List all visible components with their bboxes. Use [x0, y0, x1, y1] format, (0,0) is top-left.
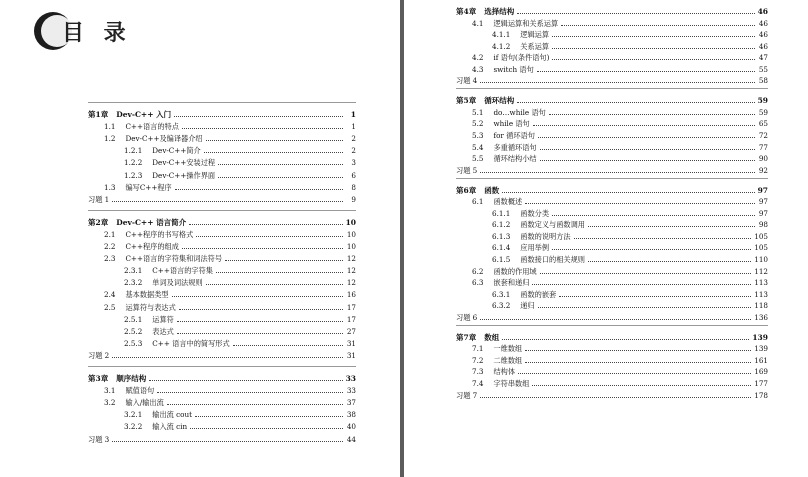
entry-title: 习题 5: [456, 165, 478, 175]
dot-leader: [552, 48, 755, 49]
entry-number: 第2章: [88, 217, 109, 227]
page-number: 139: [754, 344, 768, 354]
dot-leader: [172, 296, 343, 297]
entry-number: 2.1: [104, 229, 116, 239]
page-title: 目 录: [62, 21, 132, 46]
entry-number: 5.3: [472, 131, 484, 140]
toc-entry[interactable]: [124, 313, 356, 325]
entry-number: 6.1.1: [492, 208, 511, 218]
page-number: 12: [346, 266, 356, 276]
entry-number: 6.1.4: [492, 243, 511, 253]
entry-number: 2.3.1: [124, 266, 143, 276]
chapter-divider: [456, 325, 768, 326]
entry-title: C++ 语言中的简写形式: [152, 338, 230, 348]
chapter-entry[interactable]: [456, 94, 768, 106]
entry-number: 2.2: [104, 242, 116, 251]
exercise-entry[interactable]: [456, 74, 768, 86]
dot-leader: [112, 441, 343, 442]
entry-title: 递归: [520, 301, 535, 311]
dot-leader: [538, 307, 752, 308]
page-number: 31: [346, 338, 356, 348]
toc-entry[interactable]: [104, 181, 356, 193]
toc-entry[interactable]: [472, 195, 768, 207]
toc-entry[interactable]: [104, 301, 356, 313]
toc-entry[interactable]: [104, 132, 356, 144]
dot-leader: [218, 177, 343, 178]
toc-entry[interactable]: [472, 265, 768, 277]
entry-number: 2.5.3: [124, 338, 143, 348]
dot-leader: [552, 59, 755, 60]
dot-leader: [540, 273, 752, 274]
entry-title: 赋值语句: [125, 386, 155, 396]
toc-entry[interactable]: [124, 156, 356, 168]
page-number: 139: [752, 332, 768, 342]
page-number: 17: [346, 302, 356, 312]
entry-number: 3.1: [104, 386, 116, 396]
dot-leader: [552, 249, 751, 250]
dot-leader: [167, 404, 343, 405]
toc-entry[interactable]: [472, 106, 768, 118]
toc-entry[interactable]: [492, 28, 768, 40]
toc-entry[interactable]: [104, 240, 356, 252]
dot-leader: [216, 272, 343, 273]
entry-title: 函数分类: [520, 208, 550, 218]
entry-title: 习题 6: [456, 312, 478, 322]
toc-entry[interactable]: [104, 396, 356, 408]
page-number: 33: [346, 386, 356, 396]
entry-title: 嵌套和递归: [493, 278, 530, 288]
toc-entry[interactable]: [492, 288, 768, 300]
dot-leader: [480, 82, 755, 83]
chapter-divider: [88, 366, 356, 367]
entry-title: 运算符与表达式: [125, 302, 176, 312]
exercise-entry[interactable]: [88, 433, 356, 445]
dot-leader: [480, 172, 755, 173]
dot-leader: [588, 226, 755, 227]
toc-entry[interactable]: [124, 169, 356, 181]
page-number: 46: [758, 30, 768, 40]
page-number: 10: [345, 217, 356, 227]
entry-number: 1.3: [104, 182, 116, 192]
page-number: 97: [757, 185, 768, 195]
toc-entry[interactable]: [472, 129, 768, 141]
entry-number: 第4章: [456, 7, 477, 16]
toc-entry[interactable]: [124, 325, 356, 337]
dot-leader: [502, 192, 754, 193]
dot-leader: [532, 284, 751, 285]
dot-leader: [502, 339, 749, 340]
page-number: 10: [346, 242, 356, 251]
toc-entry[interactable]: [124, 337, 356, 349]
page-number: 33: [345, 374, 356, 383]
dot-leader: [561, 25, 755, 26]
toc-entry[interactable]: [472, 117, 768, 129]
entry-number: 4.2: [472, 53, 484, 63]
entry-number: 6.3.1: [492, 289, 511, 299]
dot-leader: [149, 380, 342, 381]
toc-entry[interactable]: [124, 264, 356, 276]
entry-title: 循环结构小结: [493, 154, 537, 164]
chapter-entry[interactable]: [456, 331, 768, 343]
page-number: 58: [758, 76, 768, 86]
dot-leader: [537, 71, 755, 72]
entry-title: 函数: [484, 185, 500, 195]
entry-number: 5.2: [472, 119, 484, 129]
toc-entry[interactable]: [124, 144, 356, 156]
entry-title: for 循环语句: [493, 131, 535, 140]
dot-leader: [206, 284, 343, 285]
page-number: 46: [757, 7, 768, 16]
dot-leader: [525, 350, 751, 351]
toc-entry[interactable]: [472, 354, 768, 366]
dot-leader: [189, 224, 342, 225]
entry-title: 习题 4: [456, 76, 478, 86]
toc-entry[interactable]: [492, 241, 768, 253]
toc-entry[interactable]: [472, 141, 768, 153]
entry-title: 编写C++程序: [125, 182, 172, 192]
entry-number: 4.3: [472, 64, 484, 74]
dot-leader: [182, 128, 343, 129]
toc-entry[interactable]: [472, 342, 768, 354]
dot-leader: [480, 397, 751, 398]
page-number: 59: [758, 107, 768, 117]
page-number: 98: [758, 220, 768, 230]
entry-title: 字符串数组: [493, 379, 530, 388]
dot-leader: [552, 36, 755, 37]
dot-leader: [517, 13, 754, 14]
entry-title: 习题 2: [88, 350, 110, 360]
entry-title: 表达式: [152, 326, 174, 336]
dot-leader: [206, 140, 343, 141]
entry-title: Dev-C++安装过程: [152, 158, 216, 168]
entry-number: 6.1.2: [492, 220, 511, 230]
page-number: 1: [350, 110, 356, 119]
entry-number: 2.4: [104, 290, 116, 300]
entry-title: 应用举例: [520, 243, 550, 253]
entry-title: 输出流 cout: [152, 410, 193, 420]
dot-leader: [518, 373, 751, 374]
entry-number: 4.1.1: [492, 30, 511, 40]
page-number: 97: [758, 208, 768, 218]
entry-title: C++语言的字符集: [152, 266, 213, 276]
toc-entry[interactable]: [472, 152, 768, 164]
chapter-entry[interactable]: [88, 108, 356, 120]
page-number: 177: [754, 379, 768, 388]
page-number: 47: [758, 53, 768, 63]
dot-leader: [517, 102, 754, 103]
toc-entry[interactable]: [124, 408, 356, 420]
dot-leader: [552, 215, 755, 216]
chapter-divider: [456, 88, 768, 89]
page-number: 113: [754, 278, 768, 288]
exercise-entry[interactable]: [88, 193, 356, 205]
entry-title: 多重循环语句: [493, 142, 537, 152]
entry-title: Dev-C++及编译器介绍: [125, 134, 203, 144]
page-number: 2: [351, 134, 356, 144]
entry-title: C++程序的组成: [125, 242, 179, 251]
page-number: 72: [758, 131, 768, 140]
entry-title: 一维数组: [493, 344, 523, 354]
entry-title: 顺序结构: [116, 374, 147, 383]
toc-entry[interactable]: [104, 120, 356, 132]
page-number: 12: [346, 254, 356, 264]
page-number: 6: [351, 170, 356, 180]
entry-number: 7.1: [472, 344, 484, 354]
page-number: 9: [351, 194, 356, 204]
chapter-entry[interactable]: [88, 216, 356, 228]
toc-entry[interactable]: [104, 288, 356, 300]
page-number: 178: [754, 390, 768, 400]
page-number: 118: [754, 301, 768, 311]
entry-number: 7.3: [472, 367, 484, 377]
entry-title: 函数的作用域: [493, 266, 537, 276]
dot-leader: [540, 149, 755, 150]
entry-title: Dev-C++ 语言简介: [116, 217, 187, 227]
entry-number: 6.2: [472, 266, 484, 276]
page-number: 12: [346, 278, 356, 288]
dot-leader: [182, 248, 343, 249]
entry-title: if 语句(条件语句): [493, 53, 550, 63]
page-number: 3: [351, 158, 356, 168]
entry-title: switch 语句: [493, 64, 534, 74]
chapter-entry[interactable]: [88, 372, 356, 384]
entry-number: 6.1.5: [492, 255, 511, 264]
entry-title: do…while 语句: [493, 107, 546, 117]
dot-leader: [204, 152, 343, 153]
page-number: 27: [346, 326, 356, 336]
dot-leader: [174, 116, 343, 117]
entry-title: 逻辑运算和关系运算: [493, 18, 559, 28]
dot-leader: [112, 357, 343, 358]
page-number: 77: [758, 142, 768, 152]
entry-number: 6.3: [472, 278, 484, 288]
toc-entry[interactable]: [472, 17, 768, 29]
entry-number: 1.2.3: [124, 170, 143, 180]
page-number: 59: [757, 96, 768, 106]
toc-entry[interactable]: [472, 365, 768, 377]
entry-title: 数组: [484, 332, 500, 342]
entry-number: 6.3.2: [492, 301, 511, 311]
entry-title: Dev-C++简介: [152, 146, 201, 156]
entry-number: 2.5.2: [124, 326, 143, 336]
entry-number: 2.3: [104, 254, 116, 264]
page-number: 169: [754, 367, 768, 377]
dot-leader: [112, 201, 343, 202]
entry-title: 习题 3: [88, 434, 110, 444]
dot-leader: [196, 236, 343, 237]
page-number: 38: [346, 410, 356, 420]
entry-number: 第1章: [88, 110, 109, 119]
chapter-entry[interactable]: [456, 184, 768, 196]
page-number: 46: [758, 18, 768, 28]
chapter-divider: [88, 210, 356, 211]
toc-entry[interactable]: [104, 228, 356, 240]
page-number: 55: [758, 64, 768, 74]
entry-number: 7.4: [472, 379, 484, 388]
toc-entry[interactable]: [492, 218, 768, 230]
page-number: 10: [346, 229, 356, 239]
entry-title: C++语言的特点: [125, 122, 179, 132]
page-number: 92: [758, 165, 768, 175]
entry-title: while 语句: [493, 119, 530, 129]
dot-leader: [549, 114, 755, 115]
toc-entry[interactable]: [104, 384, 356, 396]
dot-leader: [559, 296, 751, 297]
toc-entry[interactable]: [472, 51, 768, 63]
chapter-divider: [88, 102, 356, 103]
page-number: 8: [351, 182, 356, 192]
page-number: 90: [758, 154, 768, 164]
entry-title: 逻辑运算: [520, 30, 550, 40]
entry-number: 3.2.1: [124, 410, 143, 420]
entry-title: 基本数据类型: [125, 290, 169, 300]
dot-leader: [177, 333, 343, 334]
page-number: 1: [351, 122, 356, 132]
page-number: 2: [351, 146, 356, 156]
entry-title: 二维数组: [493, 355, 523, 365]
entry-title: 循环结构: [484, 96, 515, 106]
entry-number: 3.2.2: [124, 422, 143, 432]
entry-title: C++语言的字符集和词法符号: [125, 254, 223, 264]
entry-number: 第6章: [456, 185, 477, 195]
toc-entry[interactable]: [124, 420, 356, 432]
dot-leader: [588, 261, 751, 262]
chapter-entry[interactable]: [456, 5, 768, 17]
entry-title: Dev-C++操作界面: [152, 170, 216, 180]
exercise-entry[interactable]: [88, 349, 356, 361]
entry-title: 函数定义与函数调用: [520, 220, 585, 230]
toc-entry[interactable]: [472, 377, 768, 389]
page-number: 112: [754, 266, 768, 276]
entry-number: 6.1.3: [492, 231, 511, 241]
entry-title: C++程序的书写格式: [125, 229, 194, 239]
entry-number: 3.2: [104, 398, 116, 408]
page-number: 16: [346, 290, 356, 300]
entry-title: 函数的说明方法: [520, 231, 571, 241]
page-number: 97: [758, 197, 768, 207]
dot-leader: [177, 321, 343, 322]
entry-number: 2.3.2: [124, 278, 143, 288]
toc-entry[interactable]: [492, 230, 768, 242]
dot-leader: [190, 428, 343, 429]
page-number: 105: [754, 231, 768, 241]
chapter-divider: [456, 178, 768, 179]
page-number: 105: [754, 243, 768, 253]
entry-title: 运算符: [152, 314, 174, 324]
page-number: 46: [758, 41, 768, 51]
entry-number: 4.1.2: [492, 41, 511, 51]
entry-title: 关系运算: [520, 41, 550, 51]
toc-entry[interactable]: [104, 252, 356, 264]
entry-number: 第7章: [456, 332, 477, 342]
entry-number: 7.2: [472, 355, 484, 365]
left-page: [0, 0, 400, 477]
dot-leader: [157, 392, 343, 393]
exercise-entry[interactable]: [456, 389, 768, 401]
dot-leader: [233, 345, 343, 346]
entry-number: 1.2.1: [124, 146, 143, 156]
entry-title: 结构体: [493, 367, 516, 377]
right-page: [404, 0, 808, 477]
toc-entry[interactable]: [492, 299, 768, 311]
entry-number: 2.5: [104, 302, 116, 312]
entry-title: 输入流 cin: [152, 422, 188, 432]
toc-entry[interactable]: [492, 253, 768, 265]
dot-leader: [538, 137, 755, 138]
toc-entry[interactable]: [124, 276, 356, 288]
toc-entry[interactable]: [492, 40, 768, 52]
toc-entry[interactable]: [492, 207, 768, 219]
dot-leader: [480, 319, 751, 320]
page-number: 17: [346, 314, 356, 324]
dot-leader: [225, 260, 343, 261]
toc-entry[interactable]: [472, 63, 768, 75]
dot-leader: [525, 362, 751, 363]
entry-title: 函数接口的相关规则: [520, 255, 585, 264]
dot-leader: [175, 189, 343, 190]
dot-leader: [195, 416, 343, 417]
page-number: 65: [758, 119, 768, 129]
dot-leader: [540, 160, 755, 161]
entry-number: 6.1: [472, 197, 484, 207]
entry-number: 第5章: [456, 96, 477, 106]
entry-number: 5.5: [472, 154, 484, 164]
page-number: 31: [346, 350, 356, 360]
entry-number: 1.2: [104, 134, 116, 144]
entry-title: 输入/输出流: [125, 398, 164, 408]
page-number: 37: [346, 398, 356, 408]
entry-title: 单词及词法规则: [152, 278, 203, 288]
entry-title: 函数的嵌套: [520, 289, 557, 299]
page-number: 113: [754, 289, 768, 299]
dot-leader: [218, 164, 343, 165]
entry-number: 2.5.1: [124, 314, 143, 324]
exercise-entry[interactable]: [456, 164, 768, 176]
contents-logo: [34, 12, 144, 52]
page-number: 44: [346, 434, 356, 444]
entry-title: 习题 1: [88, 194, 110, 204]
page-number: 110: [754, 255, 768, 264]
page-number: 40: [346, 422, 356, 432]
page-number: 136: [754, 312, 768, 322]
entry-number: 4.1: [472, 18, 484, 28]
entry-number: 1.2.2: [124, 158, 143, 168]
entry-number: 5.1: [472, 107, 484, 117]
entry-number: 5.4: [472, 142, 484, 152]
toc-entry[interactable]: [472, 276, 768, 288]
dot-leader: [532, 385, 751, 386]
page-number: 161: [754, 355, 768, 365]
dot-leader: [525, 203, 755, 204]
exercise-entry[interactable]: [456, 311, 768, 323]
entry-title: Dev-C++ 入门: [116, 110, 172, 119]
dot-leader: [533, 125, 755, 126]
dot-leader: [574, 238, 752, 239]
entry-title: 函数概述: [493, 197, 523, 207]
entry-number: 第3章: [88, 374, 109, 383]
entry-title: 习题 7: [456, 390, 478, 400]
dot-leader: [179, 309, 343, 310]
entry-title: 选择结构: [484, 7, 515, 16]
entry-number: 1.1: [104, 122, 116, 132]
